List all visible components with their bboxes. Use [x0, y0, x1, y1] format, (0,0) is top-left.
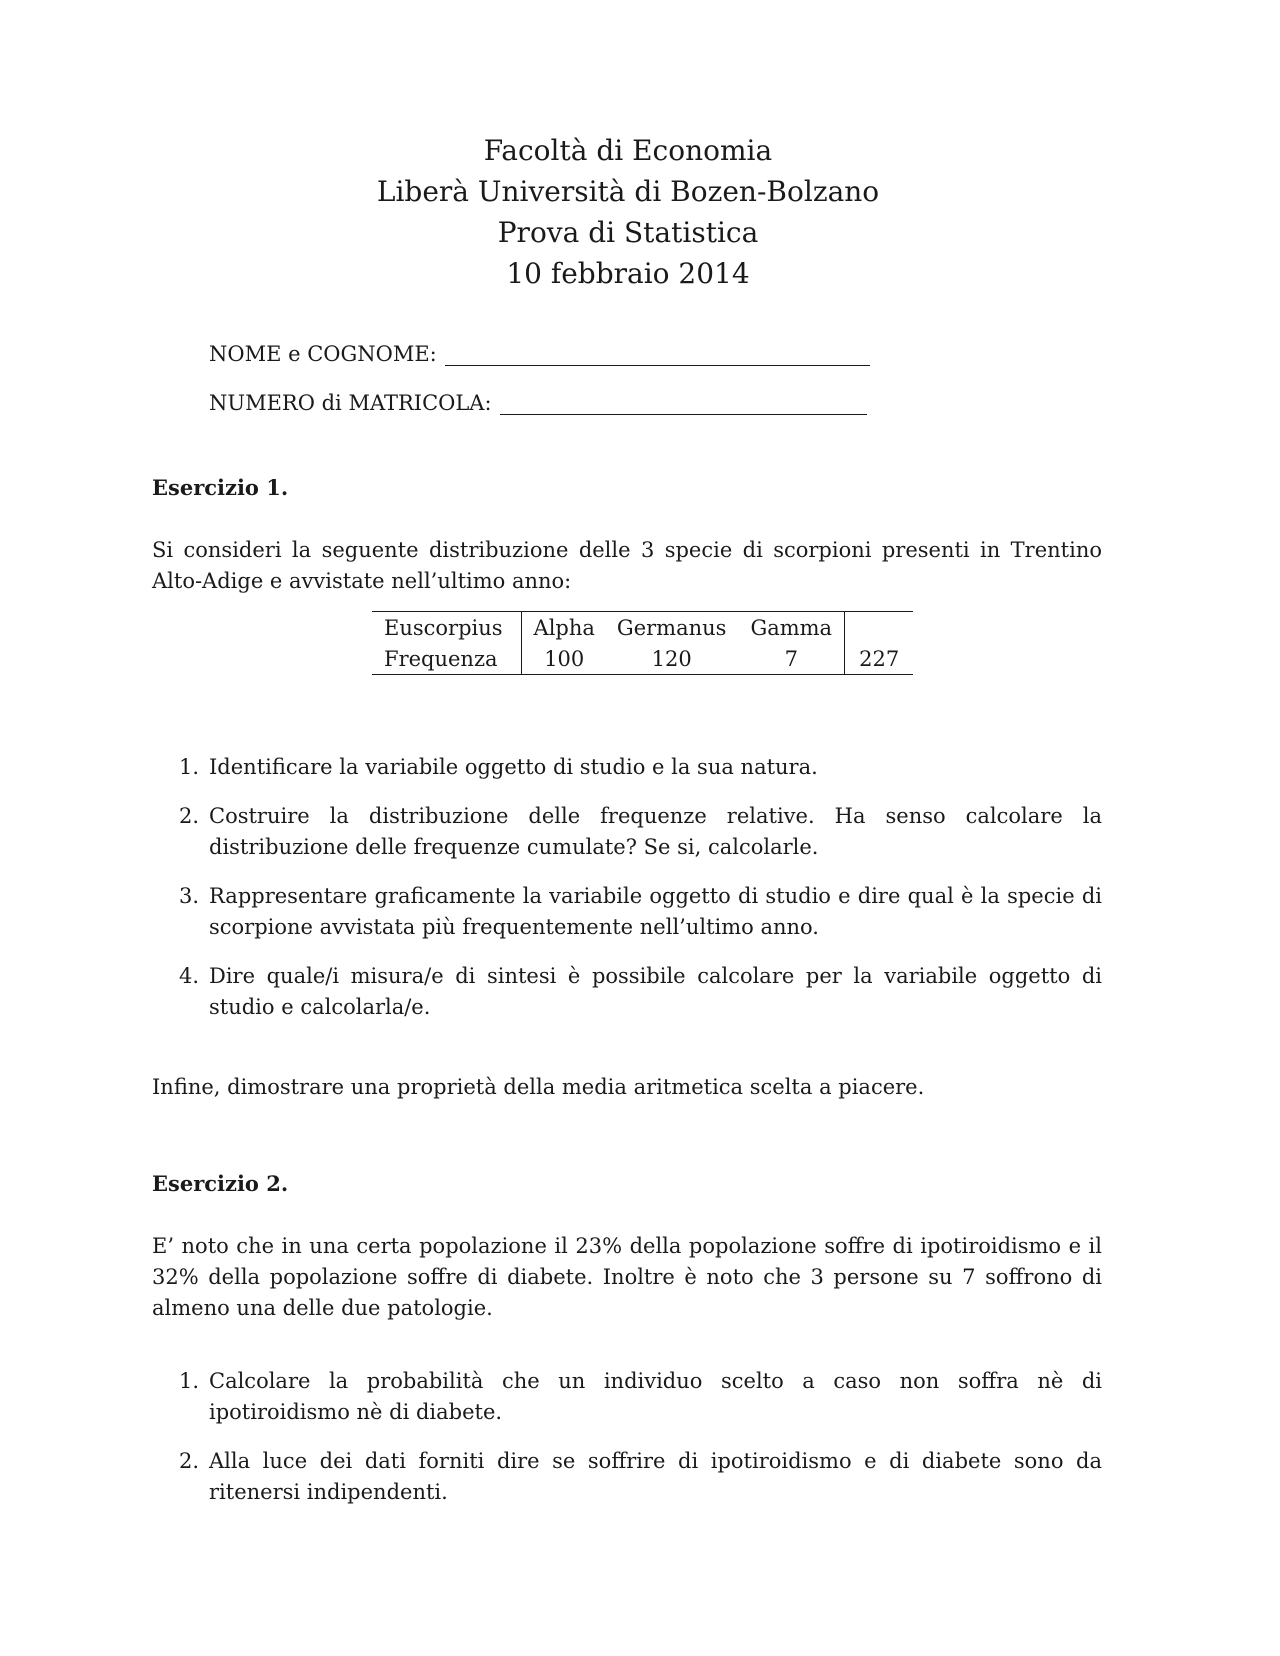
name-blank-line[interactable] [445, 347, 870, 366]
faculty-name: Facoltà di Economia [483, 134, 773, 167]
exercise2-title: Esercizio 2. [152, 1171, 289, 1196]
species-gamma: Gamma [750, 615, 833, 640]
list-item: 4. Dire quale/i misura/e di sintesi è possibile calcolare per la variabile oggetto di studio e calcolarla/e. [179, 964, 1102, 1019]
frequency-germanus: 120 [651, 646, 692, 671]
total-header-cell [845, 612, 914, 644]
table-row [372, 643, 913, 675]
frequency-total: 227 [845, 643, 914, 675]
list-item: 1. Identificare la variabile oggetto di studio e la sua natura. [179, 755, 818, 779]
list-item: 2. Alla luce dei dati forniti dire se soffrire di ipotiroidismo e di diabete sono da ritenersi indipendenti. [179, 1449, 1102, 1504]
list-item: 3. Rappresentare graficamente la variabile oggetto di studio e dire qual è la specie di scorpione avvistata più frequentemente nell’ultimo anno. [179, 884, 1102, 939]
matricola-label: NUMERO di MATRICOLA: [209, 391, 492, 415]
list-item: 2. Costruire la distribuzione delle frequenze relative. Ha senso calcolare la distribuzione delle frequenze cumulate? Se si, calcolarle. [179, 804, 1102, 859]
matricola-field [209, 391, 867, 415]
frequency-table [372, 611, 913, 675]
table-header-label: Euscorpius [372, 612, 521, 644]
table-row [372, 612, 913, 644]
frequency-label: Frequenza [372, 643, 521, 675]
exam-date: 10 febbraio 2014 [506, 257, 750, 290]
exercise2-questions [152, 1366, 1102, 1526]
frequency-gamma: 7 [784, 646, 798, 671]
frequency-alpha: 100 [544, 646, 585, 671]
exam-title: Prova di Statistica [497, 216, 759, 249]
matricola-blank-line[interactable] [500, 396, 867, 415]
exercise2-intro: E’ noto che in una certa popolazione il 23% della popolazione soffre di ipotiroidismo e il 32% della popolazione soffre di diabete. Inoltre è noto che 3 persone su 7 soffrono di almeno una delle due patologie. [152, 1234, 1102, 1320]
exercise1-title: Esercizio 1. [152, 475, 289, 500]
exercise1-questions [152, 752, 1102, 1041]
exercise1-closing: Infine, dimostrare una proprietà della media aritmetica scelta a piacere. [152, 1075, 925, 1099]
species-germanus: Germanus [616, 615, 727, 640]
list-item: 1. Calcolare la probabilità che un individuo scelto a caso non soffra nè di ipotiroidismo nè di diabete. [179, 1369, 1102, 1424]
name-field [209, 342, 870, 366]
exercise1-intro: Si consideri la seguente distribuzione delle 3 specie di scorpioni presenti in Trentino Alto-Adige e avvistate nell’ultimo anno: [152, 538, 1102, 593]
university-name: Liberà Università di Bozen-Bolzano [376, 175, 880, 208]
exam-header [0, 130, 1256, 294]
species-alpha: Alpha [533, 615, 595, 640]
name-label: NOME e COGNOME: [209, 342, 437, 366]
